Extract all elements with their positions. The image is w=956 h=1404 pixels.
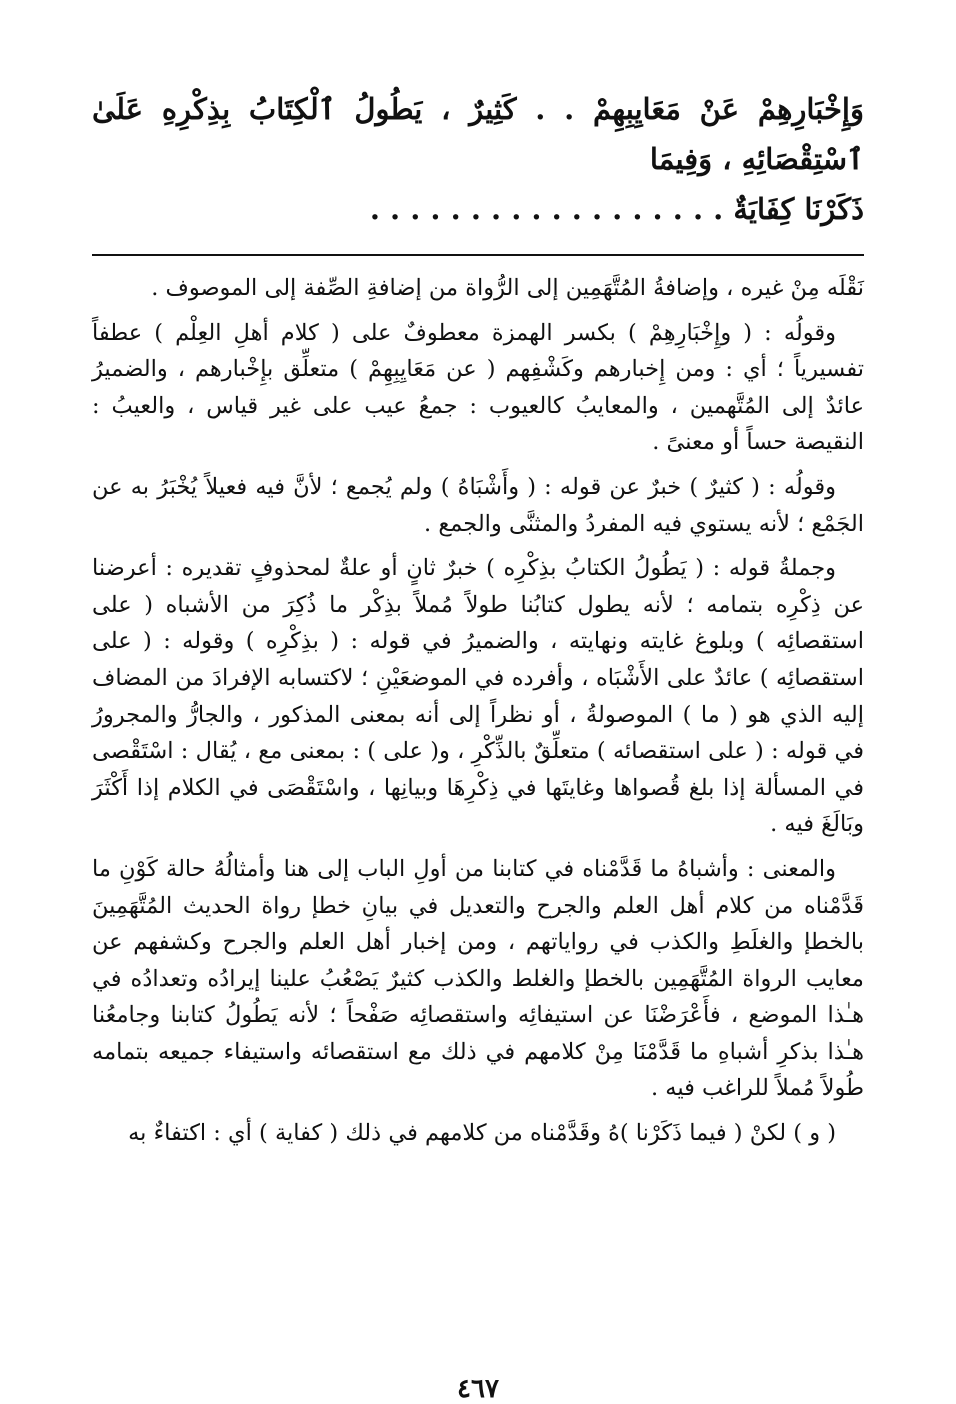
separator-rule xyxy=(92,254,864,256)
commentary-paragraph: وقولُه : ( كثيرٌ ) خبرٌ عن قوله : ( وأَشْبَاهُ ) ولم يُجمع ؛ لأنَّ فيه فعيلاً يُخْبَرُ به عن الجَمْع ؛ لأنه يستوي فيه المفردُ والمثنَّى والجمع . xyxy=(92,473,864,537)
page-number: ٤٦٧ xyxy=(457,1374,499,1404)
matn-line-1: وَإِخْبَارِهِمْ عَنْ مَعَايِبِهِمْ . . كَثِيرٌ ، يَطُولُ ٱلْكِتَابُ بِذِكْرِهِ عَلَىٰ ٱسْتِقْصَائِهِ ، وَفِيمَا xyxy=(92,92,864,176)
matn-dots: . . . . . . . . . . . . . . . . . . xyxy=(369,192,724,226)
commentary-text xyxy=(92,270,864,1152)
commentary-paragraph: وجملةُ قوله : ( يَطُولُ الكتابُ بذِكْرِه ) خبرٌ ثانٍ أو علةٌ لمحذوفٍ تقديره : أعرضنا عن ذِكْرِه بتمامه ؛ لأنه يطول كتابُنا طولاً مُملاً بذِكْر ما ذُكِرَ من الأشباه ( على استقصائِه ) وبلوغ غايته ونهايته ، والضميرُ في قوله : ( بذِكْرِه ) وقوله : ( على استقصائِه ) عائدٌ على الأَشْبَاه ، وأفرده في الموضعَيْنِ ؛ لاكتسابه الإفرادَ من المضاف إليه الذي هو ( ما ) الموصولةُ ، أو نظراً إلى أنه بمعنى المذكور ، والجارُّ والمجرورُ في قوله : ( على استقصائه ) متعلِّقٌ بالذِّكْرِ ، و( على ) : بمعنى مع ، يُقال : اسْتَقْصى في المسألة إذا بلغ قُصواها وغايتَها في ذِكْرِهَا وبيانِها ، واسْتَقْصَى في الكلام إذا أَكْثَرَ وبَالَغَ فيه . xyxy=(92,555,864,838)
matn-line-2-text: ذَكَرْنَا كِفَايَةٌ xyxy=(733,192,864,226)
commentary-paragraph: ( و ) لكنْ ( فيما ذَكَرْنا )هُ وقَدَّمْناه من كلامهم في ذلك ( كفاية ) أي : اكتفاءٌ به xyxy=(128,1120,836,1147)
book-page xyxy=(92,84,864,1404)
commentary-paragraph: والمعنى : وأشباهُ ما قَدَّمْناه في كتابنا من أولِ الباب إلى هنا وأمثالُهُ حالة كَوْنِ ما قَدَّمْناه من كلام أهل العلم والجرح والتعديل في بيانِ خطإ رواة الحديث المُتَّهَمِينَ بالخطإ والغلَطِ والكذب في رواياتهم ، ومن إخبار أهل العلم والجرح وكشفهم عن معايب الرواة المُتَّهَمِين بالخطإ والغلط والكذب كثيرٌ يَصْعُبُ علينا إيرادُه وتعدادُه في هـٰذا الموضع ، فأَعْرَضْنَا عن استيفائِه واستقصائِه صَفْحاً ؛ لأنه يَطُولُ كتابنا وجامعُنا هـٰذا بذكرِ أشباهِ ما قَدَّمْنَا مِنْ كلامهم في ذلك مع استقصائه واستيفاء جميعه بتمامه طُولاً مُملاً للراغب فيه . xyxy=(92,855,864,1102)
commentary-paragraph: وقولُه : ( وإِخْبَارِهِمْ ) بكسر الهمزة معطوفٌ على ( كلام أهلِ العِلْم ) عطفاً تفسيرياً ؛ أي : ومن إِخبارهم وكَشْفِهم ( عن مَعَايِبِهِمْ ) متعلِّق بإِخْبارهم ، والضميرُ عائدٌ إلى المُتَّهمين ، والمعايبُ كالعيوب : جمعُ عيب على غير قياس ، والعيبُ : النقيصة حساً أو معنىً . xyxy=(92,319,864,456)
matn-line-2 xyxy=(92,184,864,234)
matn-text xyxy=(92,84,864,234)
commentary-paragraph: نَقْلَه مِنْ غيره ، وإضافةُ المُتَّهَمِين إلى الرُّواة من إضافةِ الصِّفة إلى الموصوف . xyxy=(151,275,864,301)
